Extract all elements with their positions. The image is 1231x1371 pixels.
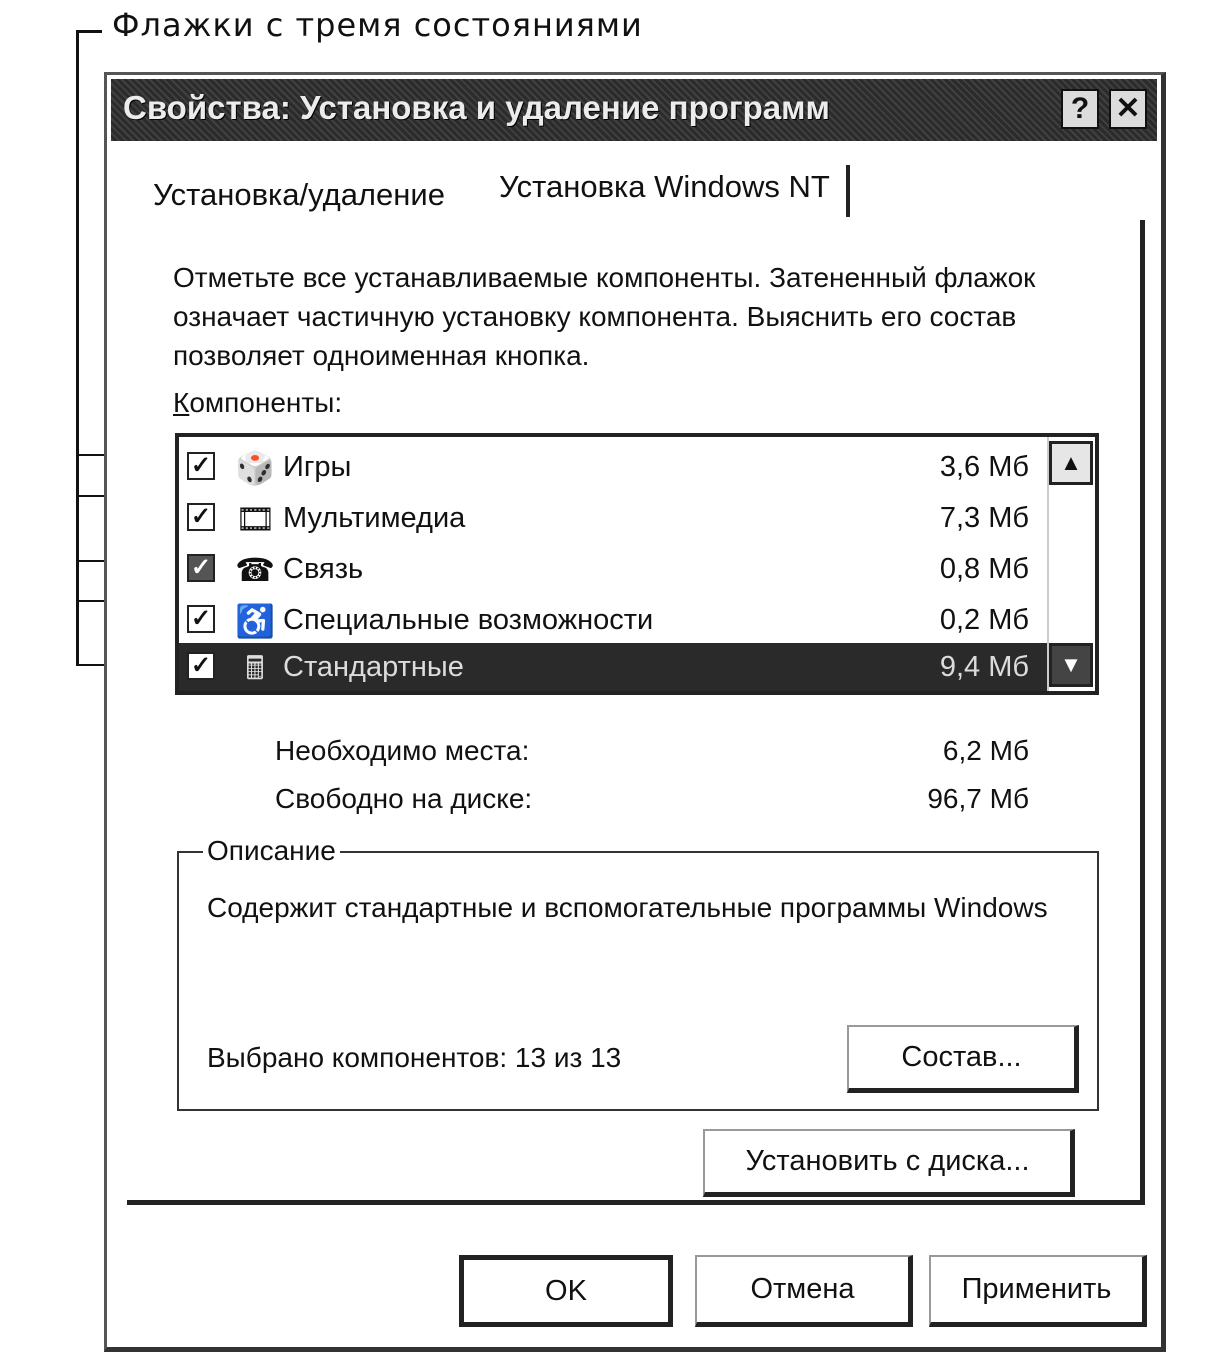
component-name: Мультимедиа — [283, 502, 466, 534]
cancel-button[interactable]: Отмена — [695, 1255, 913, 1327]
required-space-label: Необходимо места: — [275, 735, 530, 766]
checkbox[interactable]: ✓ — [187, 452, 215, 480]
tab-windows-setup[interactable]: Установка Windows NT — [499, 165, 850, 217]
component-name: Игры — [283, 451, 352, 483]
title-bar — [111, 79, 1157, 141]
details-button[interactable]: Состав... — [847, 1025, 1079, 1093]
components-label: Компоненты: — [173, 387, 343, 418]
tab-install-remove[interactable]: Установка/удаление — [153, 177, 445, 212]
checkbox[interactable]: ✓ — [187, 652, 215, 680]
window-title: Свойства: Установка и удаление программ — [123, 89, 830, 126]
component-name: Стандартные — [283, 651, 464, 683]
accessories-icon: 🖩 — [245, 650, 265, 686]
annotation-title: Флажки с тремя состояниями — [112, 6, 643, 44]
component-size: 9,4 Мб — [939, 651, 1029, 683]
list-item[interactable] — [179, 545, 1049, 596]
selected-count: Выбрано компонентов: 13 из 13 — [207, 1042, 622, 1073]
component-size: 7,3 Мб — [939, 502, 1029, 534]
apply-button[interactable]: Применить — [929, 1255, 1147, 1327]
scroll-up-icon[interactable]: ▲ — [1049, 441, 1093, 485]
component-name: Специальные возможности — [283, 604, 654, 636]
list-item-selected[interactable] — [179, 643, 1049, 694]
checkbox[interactable]: ✓ — [187, 503, 215, 531]
properties-dialog — [104, 72, 1166, 1352]
component-size: 3,6 Мб — [939, 451, 1029, 483]
scroll-down-icon[interactable]: ▼ — [1049, 643, 1093, 687]
communication-icon: ☎ — [235, 552, 275, 588]
instructions-text: Отметьте все устанавливаемые компоненты. Затененный флажок означает частичную установку компонента. Выяснить его состав позволяет одноименная кнопка. — [173, 262, 1036, 371]
description-legend: Описание — [203, 835, 340, 867]
install-from-disk-button[interactable]: Установить с диска... — [703, 1129, 1075, 1197]
ok-button[interactable]: OK — [459, 1255, 673, 1327]
help-button[interactable]: ? — [1061, 89, 1099, 129]
list-item[interactable] — [179, 443, 1049, 494]
games-icon: 🎲 — [235, 450, 275, 486]
free-space-value: 96,7 Мб — [927, 783, 1029, 814]
free-space-label: Свободно на диске: — [275, 783, 533, 814]
list-scrollbar[interactable] — [1047, 437, 1095, 691]
checkbox[interactable]: ✓ — [187, 605, 215, 633]
close-button[interactable]: ✕ — [1109, 89, 1147, 129]
annotation-bracket-vertical — [76, 30, 79, 666]
components-list[interactable] — [175, 433, 1099, 695]
accessibility-icon: ♿ — [235, 603, 275, 639]
component-size: 0,2 Мб — [939, 604, 1029, 636]
multimedia-icon: 🎞 — [235, 501, 276, 537]
checkbox-partial[interactable]: ✓ — [187, 554, 215, 582]
annotation-bracket-top — [76, 30, 102, 33]
required-space-value: 6,2 Мб — [942, 735, 1029, 766]
component-name: Связь — [283, 553, 364, 585]
component-description: Содержит стандартные и вспомогательные программы Windows — [207, 892, 1048, 923]
component-size: 0,8 Мб — [939, 553, 1029, 585]
list-item[interactable] — [179, 596, 1049, 647]
list-item[interactable] — [179, 494, 1049, 545]
